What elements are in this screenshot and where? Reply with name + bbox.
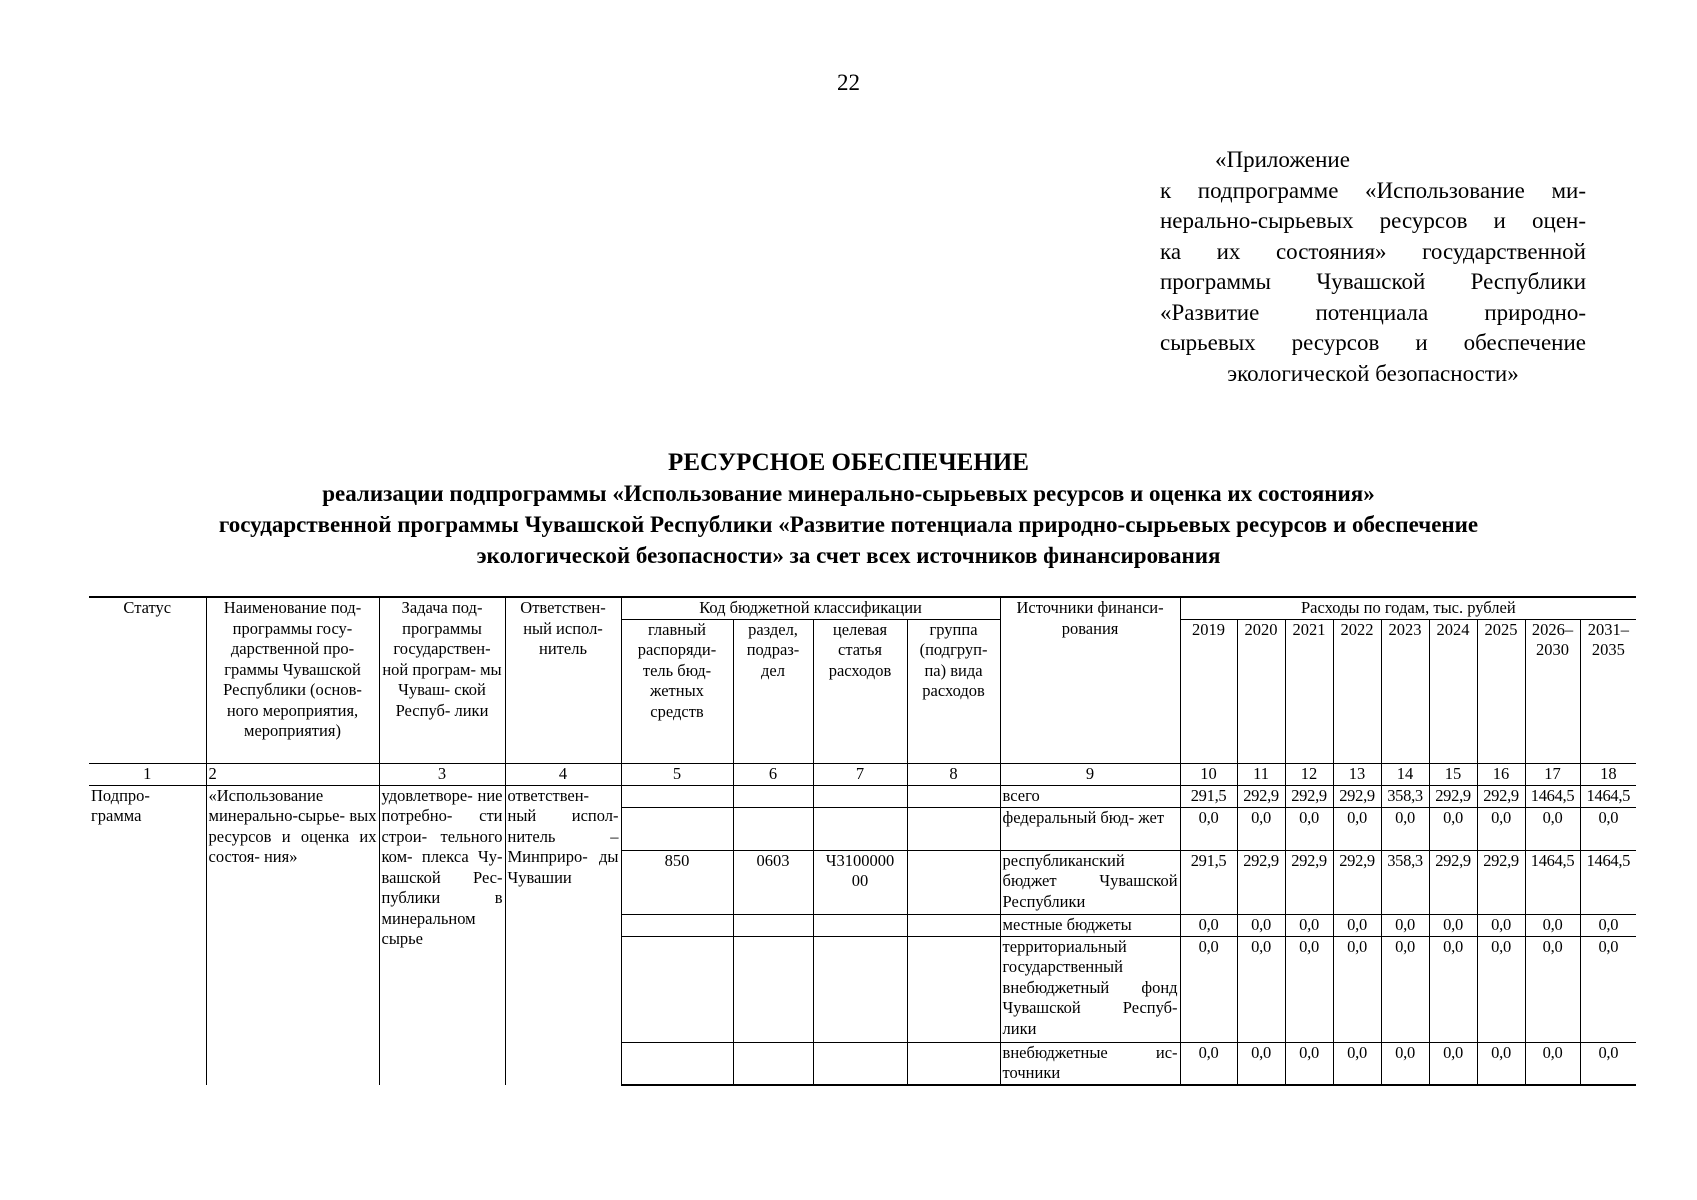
value-cell: 0,0: [1580, 1042, 1636, 1085]
source-cell: внебюджетные ис- точники: [1000, 1042, 1180, 1085]
code-cell: [733, 785, 813, 807]
value-cell: 292,9: [1237, 785, 1285, 807]
appendix-line: нерально-сырьевых ресурсов и оцен-: [1160, 208, 1586, 233]
appendix-line: к подпрограмме «Использование ми-: [1160, 177, 1586, 203]
code-cell: [907, 936, 1000, 1042]
value-cell: 1464,5: [1525, 850, 1580, 914]
main-manager-code: 850: [621, 850, 733, 914]
column-number: 15: [1429, 763, 1477, 785]
value-cell: 0,0: [1429, 807, 1477, 850]
value-cell: 0,0: [1333, 936, 1381, 1042]
value-cell: 0,0: [1429, 1042, 1477, 1085]
header-year: 2021: [1285, 619, 1333, 763]
header-year: 2023: [1381, 619, 1429, 763]
value-cell: 0,0: [1237, 914, 1285, 936]
value-cell: 292,9: [1429, 785, 1477, 807]
value-cell: 292,9: [1477, 785, 1525, 807]
value-cell: 0,0: [1580, 914, 1636, 936]
value-cell: 292,9: [1477, 850, 1525, 914]
value-cell: 0,0: [1237, 807, 1285, 850]
code-cell: [733, 1042, 813, 1085]
column-number: 9: [1000, 763, 1180, 785]
value-cell: 292,9: [1285, 785, 1333, 807]
value-cell: 0,0: [1381, 914, 1429, 936]
column-number: 13: [1333, 763, 1381, 785]
value-cell: 0,0: [1237, 936, 1285, 1042]
appendix-line: ка их состояния» государственной: [1160, 238, 1586, 264]
column-number: 3: [379, 763, 505, 785]
header-year: 2025: [1477, 619, 1525, 763]
source-cell: территориальный государственный внебюджетный фонд Чувашской Респуб- лики: [1000, 936, 1180, 1042]
value-cell: 0,0: [1285, 936, 1333, 1042]
value-cell: 0,0: [1285, 807, 1333, 850]
value-cell: 291,5: [1180, 850, 1237, 914]
value-cell: 0,0: [1477, 807, 1525, 850]
value-cell: 0,0: [1180, 807, 1237, 850]
code-cell: [907, 807, 1000, 850]
value-cell: 292,9: [1285, 850, 1333, 914]
value-cell: 0,0: [1477, 936, 1525, 1042]
header-section: раздел, подраз- дел: [733, 619, 813, 763]
value-cell: 0,0: [1381, 807, 1429, 850]
code-cell: [733, 807, 813, 850]
value-cell: 0,0: [1525, 807, 1580, 850]
value-cell: 358,3: [1381, 850, 1429, 914]
column-number: 8: [907, 763, 1000, 785]
code-cell: [813, 807, 907, 850]
header-status: Статус: [89, 597, 206, 763]
header-task: Задача под- программы государствен- ной програм- мы Чуваш- ской Респуб- лики: [379, 597, 505, 763]
column-number: 6: [733, 763, 813, 785]
value-cell: 0,0: [1525, 914, 1580, 936]
code-cell: [907, 1042, 1000, 1085]
target-item-code: Ч3100000 00: [813, 850, 907, 914]
title-line: государственной программы Чувашской Республики «Развитие потенциала природно-сырьевых ресурсов и обеспечение: [218, 512, 1479, 537]
code-cell: [813, 914, 907, 936]
value-cell: 0,0: [1525, 1042, 1580, 1085]
header-target-item: целевая статья расходов: [813, 619, 907, 763]
value-cell: 0,0: [1285, 1042, 1333, 1085]
header-expenses: Расходы по годам, тыс. рублей: [1180, 597, 1636, 619]
column-number: 5: [621, 763, 733, 785]
title-main: РЕСУРСНОЕ ОБЕСПЕЧЕНИЕ: [668, 449, 1029, 476]
value-cell: 0,0: [1333, 807, 1381, 850]
value-cell: 0,0: [1429, 914, 1477, 936]
value-cell: 0,0: [1237, 1042, 1285, 1085]
column-number: 2: [206, 763, 379, 785]
appendix-line: сырьевых ресурсов и обеспечение: [1160, 330, 1586, 355]
value-cell: 1464,5: [1580, 785, 1636, 807]
code-cell: [733, 936, 813, 1042]
header-year: 2022: [1333, 619, 1381, 763]
code-cell: [621, 1042, 733, 1085]
value-cell: 1464,5: [1525, 785, 1580, 807]
source-cell: федеральный бюд- жет: [1000, 807, 1180, 850]
task-cell: удовлетворе- ние потребно- сти строи- тельного ком- плекса Чу- вашской Рес- публики в минеральном сырье: [379, 785, 505, 1085]
group-code: [907, 850, 1000, 914]
status-cell: Подпро- грамма: [89, 785, 206, 1085]
code-cell: [907, 785, 1000, 807]
header-year: 2031– 2035: [1580, 619, 1636, 763]
responsible-cell: ответствен- ный испол- нитель – Минприро- ды Чувашии: [505, 785, 621, 1085]
header-main-manager: главный распоряди- тель бюд- жетных средств: [621, 619, 733, 763]
column-number: 16: [1477, 763, 1525, 785]
header-name: Наименование под- программы госу- дарственной про- граммы Чувашской Республики (основ- ного мероприятия, мероприятия): [206, 597, 379, 763]
header-responsible: Ответствен- ный испол- нитель: [505, 597, 621, 763]
code-cell: [907, 914, 1000, 936]
appendix-line: экологической безопасности»: [1227, 360, 1519, 386]
code-cell: [621, 914, 733, 936]
source-cell: всего: [1000, 785, 1180, 807]
code-cell: [813, 936, 907, 1042]
column-number: 12: [1285, 763, 1333, 785]
value-cell: 0,0: [1381, 936, 1429, 1042]
document-title: [0, 447, 1697, 571]
resource-table: [89, 596, 1636, 1086]
header-year: 2024: [1429, 619, 1477, 763]
value-cell: 292,9: [1237, 850, 1285, 914]
value-cell: 0,0: [1525, 936, 1580, 1042]
appendix-line: программы Чувашской Республики: [1160, 269, 1586, 294]
page-number: 22: [837, 70, 860, 95]
source-cell: республиканский бюджет Чувашской Республики: [1000, 850, 1180, 914]
header-year: 2019: [1180, 619, 1237, 763]
header-year: 2026– 2030: [1525, 619, 1580, 763]
column-number: 18: [1580, 763, 1636, 785]
subprogram-name-cell: «Использование минерально-сырье- вых ресурсов и оценка их состоя- ния»: [206, 785, 379, 1085]
code-cell: [813, 1042, 907, 1085]
value-cell: 291,5: [1180, 785, 1237, 807]
appendix-line: «Приложение: [1215, 147, 1350, 172]
header-year: 2020: [1237, 619, 1285, 763]
value-cell: 292,9: [1429, 850, 1477, 914]
header-group: группа (подгруп- па) вида расходов: [907, 619, 1000, 763]
code-cell: [621, 936, 733, 1042]
code-cell: [813, 785, 907, 807]
value-cell: 292,9: [1333, 785, 1381, 807]
value-cell: 0,0: [1285, 914, 1333, 936]
value-cell: 0,0: [1333, 1042, 1381, 1085]
column-number: 4: [505, 763, 621, 785]
column-number: 1: [89, 763, 206, 785]
value-cell: 292,9: [1333, 850, 1381, 914]
value-cell: 0,0: [1180, 1042, 1237, 1085]
value-cell: 0,0: [1477, 1042, 1525, 1085]
value-cell: 0,0: [1180, 936, 1237, 1042]
value-cell: 358,3: [1381, 785, 1429, 807]
appendix-block: [1160, 145, 1586, 389]
value-cell: 0,0: [1580, 807, 1636, 850]
code-cell: [621, 807, 733, 850]
value-cell: 0,0: [1580, 936, 1636, 1042]
header-budget-code: Код бюджетной классификации: [621, 597, 1000, 619]
value-cell: 0,0: [1180, 914, 1237, 936]
column-number: 17: [1525, 763, 1580, 785]
header-sources: Источники финанси- рования: [1000, 597, 1180, 763]
title-line: экологической безопасности» за счет всех источников финансирования: [476, 543, 1221, 568]
value-cell: 0,0: [1333, 914, 1381, 936]
code-cell: [733, 914, 813, 936]
column-number: 10: [1180, 763, 1237, 785]
value-cell: 0,0: [1477, 914, 1525, 936]
code-cell: [621, 785, 733, 807]
column-number: 11: [1237, 763, 1285, 785]
column-number: 14: [1381, 763, 1429, 785]
appendix-line: «Развитие потенциала природно-: [1160, 299, 1586, 325]
value-cell: 0,0: [1381, 1042, 1429, 1085]
value-cell: 0,0: [1429, 936, 1477, 1042]
section-code: 0603: [733, 850, 813, 914]
column-number: 7: [813, 763, 907, 785]
value-cell: 1464,5: [1580, 850, 1636, 914]
title-line: реализации подпрограммы «Использование минерально-сырьевых ресурсов и оценка их состояния»: [322, 481, 1375, 506]
source-cell: местные бюджеты: [1000, 914, 1180, 936]
